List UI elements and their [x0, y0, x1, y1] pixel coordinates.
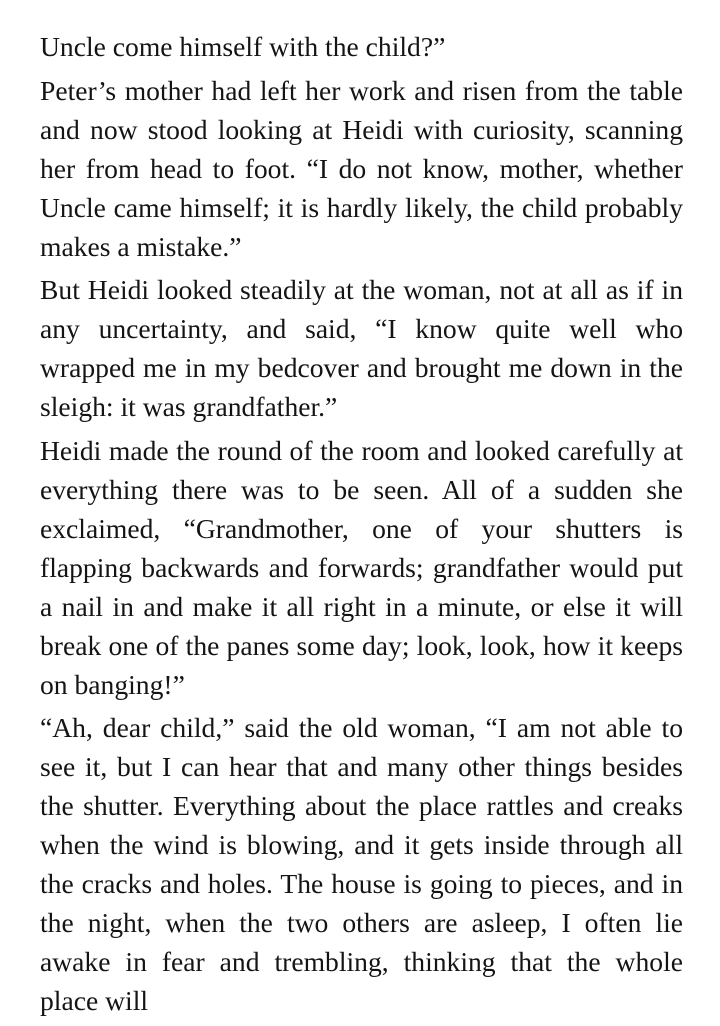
paragraph-2: Peter’s mother had left her work and risen from the table and now stood looking at Heidi with curiosity, scanning her from head to foot. “I do not know, mother, whether Uncle came himself; it is hardly likely, the child probably makes a mistake.”: [40, 74, 683, 262]
page-text: [40, 28, 683, 1026]
paragraph-1: Uncle come himself with the child?”: [40, 31, 446, 62]
paragraph-5: “Ah, dear child,” said the old woman, “I am not able to see it, but I can hear that and many other things besides the shutter. Everything about the place rattles and creaks when the wind is blowing, and it gets inside through all the cracks and holes. The house is going to pieces, and in the night, when the two others are asleep, I often lie awake in fear and trembling, thinking that the whole place will: [40, 712, 683, 1016]
paragraph-3: But Heidi looked steadily at the woman, not at all as if in any uncertainty, and said, “I know quite well who wrapped me in my bedcover and brought me down in the sleigh: it was grandfather.”: [40, 274, 683, 423]
paragraph-4: Heidi made the round of the room and looked carefully at everything there was to be seen. All of a sudden she exclaimed, “Grandmother, one of your shutters is flapping backwards and forwards; grandfather would put a nail in and make it all right in a minute, or else it will break one of the panes some day; look, look, how it keeps on banging!”: [40, 435, 683, 700]
